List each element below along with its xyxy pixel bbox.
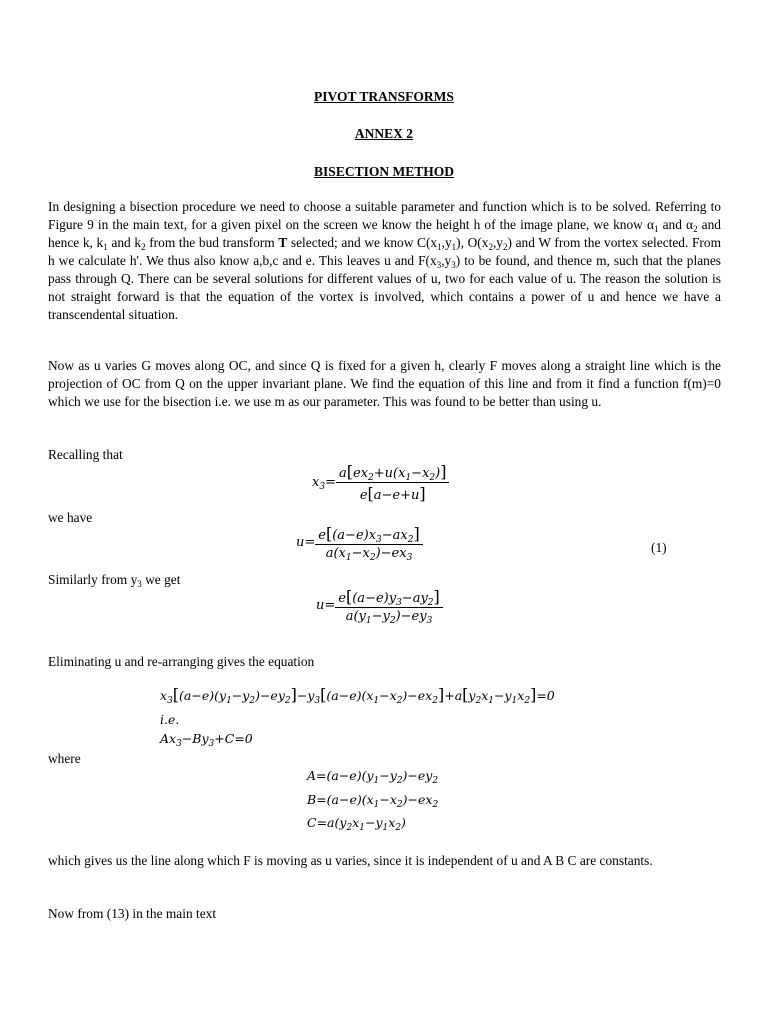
eliminating-text: Eliminating u and re-arranging gives the equation — [48, 654, 315, 669]
intro-paragraph: In designing a bisection procedure we need to choose a suitable parameter and function which is to be solved. Referring to Figure 9 in the main text, for a given pixel on the screen we know the height h of the image plane, we know $\alpha_1$ and $\alpha_2$ and hence k, $k_1$ and $k_2$ from the bud transform T selected; and we know $C(x_1,y_1)$, $O(x_2,y_2)$ and W from the vortex selected. From h we calculate h'. We thus also know a,b,c and e. This leaves u and $F(x_3,y_3)$ to be found, and thence m, such that the planes pass through Q. There can be several solutions for different values of u, two for each value of u. The reason the solution is not straight forward is that the equation of the vortex is involved, which contains a power of u and hence we have a transcendental situation. — [48, 199, 722, 322]
equation-u-from-x: u= $\frac{e[(a-e)x_3-ax_2]}{a(x_1-x_2)-ex_3}$ — [296, 524, 423, 561]
equation-combined: $x_3[(a-e)(y_1-y_2)-ey_2]-y_3[(a-e)(x_1-x_2)-ex_2]+a[y_2x_1-y_1x_2]=0$ — [160, 685, 555, 706]
equation-line-form: $Ax_3-By_3+C=0$ — [160, 731, 253, 749]
where-text: where — [48, 751, 81, 766]
equation-number: (1) — [651, 540, 667, 555]
line-explanation-paragraph: which gives us the line along which F is moving as u varies, since it is independent of u and A B C are constants. — [48, 853, 653, 868]
equation-B: $B=(a-e)(x_1-x_2)-ex_2$ — [307, 792, 439, 810]
equation-u-from-y: u= $\frac{e[(a-e)y_3-ay_2]}{a(y_1-y_2)-ey_3}$ — [316, 587, 443, 624]
equation-C: $C=a(y_2x_1-y_1x_2)$ — [307, 815, 406, 833]
equation-x3: $x_3=$ $\frac{a[ex_2+u(x_1-x_2)]}{e[a-e+u]}$ — [312, 462, 449, 503]
annex-heading: ANNEX 2 — [354, 126, 414, 141]
equation-A: $A=(a-e)(y_1-y_2)-ey_2$ — [307, 768, 439, 786]
second-paragraph: Now as u varies G moves along OC, and since Q is fixed for a given h, clearly F moves along a straight line which is the projection of OC from Q on the upper invariant plane. We find the equation of this line and from it find a function f(m)=0 which we use for the bisection i.e. we use m as our parameter. This was found to be better than using u. — [48, 358, 721, 409]
similarly-text: Similarly from $y_3$ we get — [48, 572, 181, 589]
document-title: PIVOT TRANSFORMS — [314, 89, 454, 104]
section-heading: BISECTION METHOD — [314, 164, 454, 179]
equation-ie: i.e. — [160, 712, 180, 727]
recalling-text: Recalling that — [48, 447, 123, 462]
now-from-text: Now from (13) in the main text — [48, 906, 217, 921]
we-have-text: we have — [48, 510, 93, 525]
